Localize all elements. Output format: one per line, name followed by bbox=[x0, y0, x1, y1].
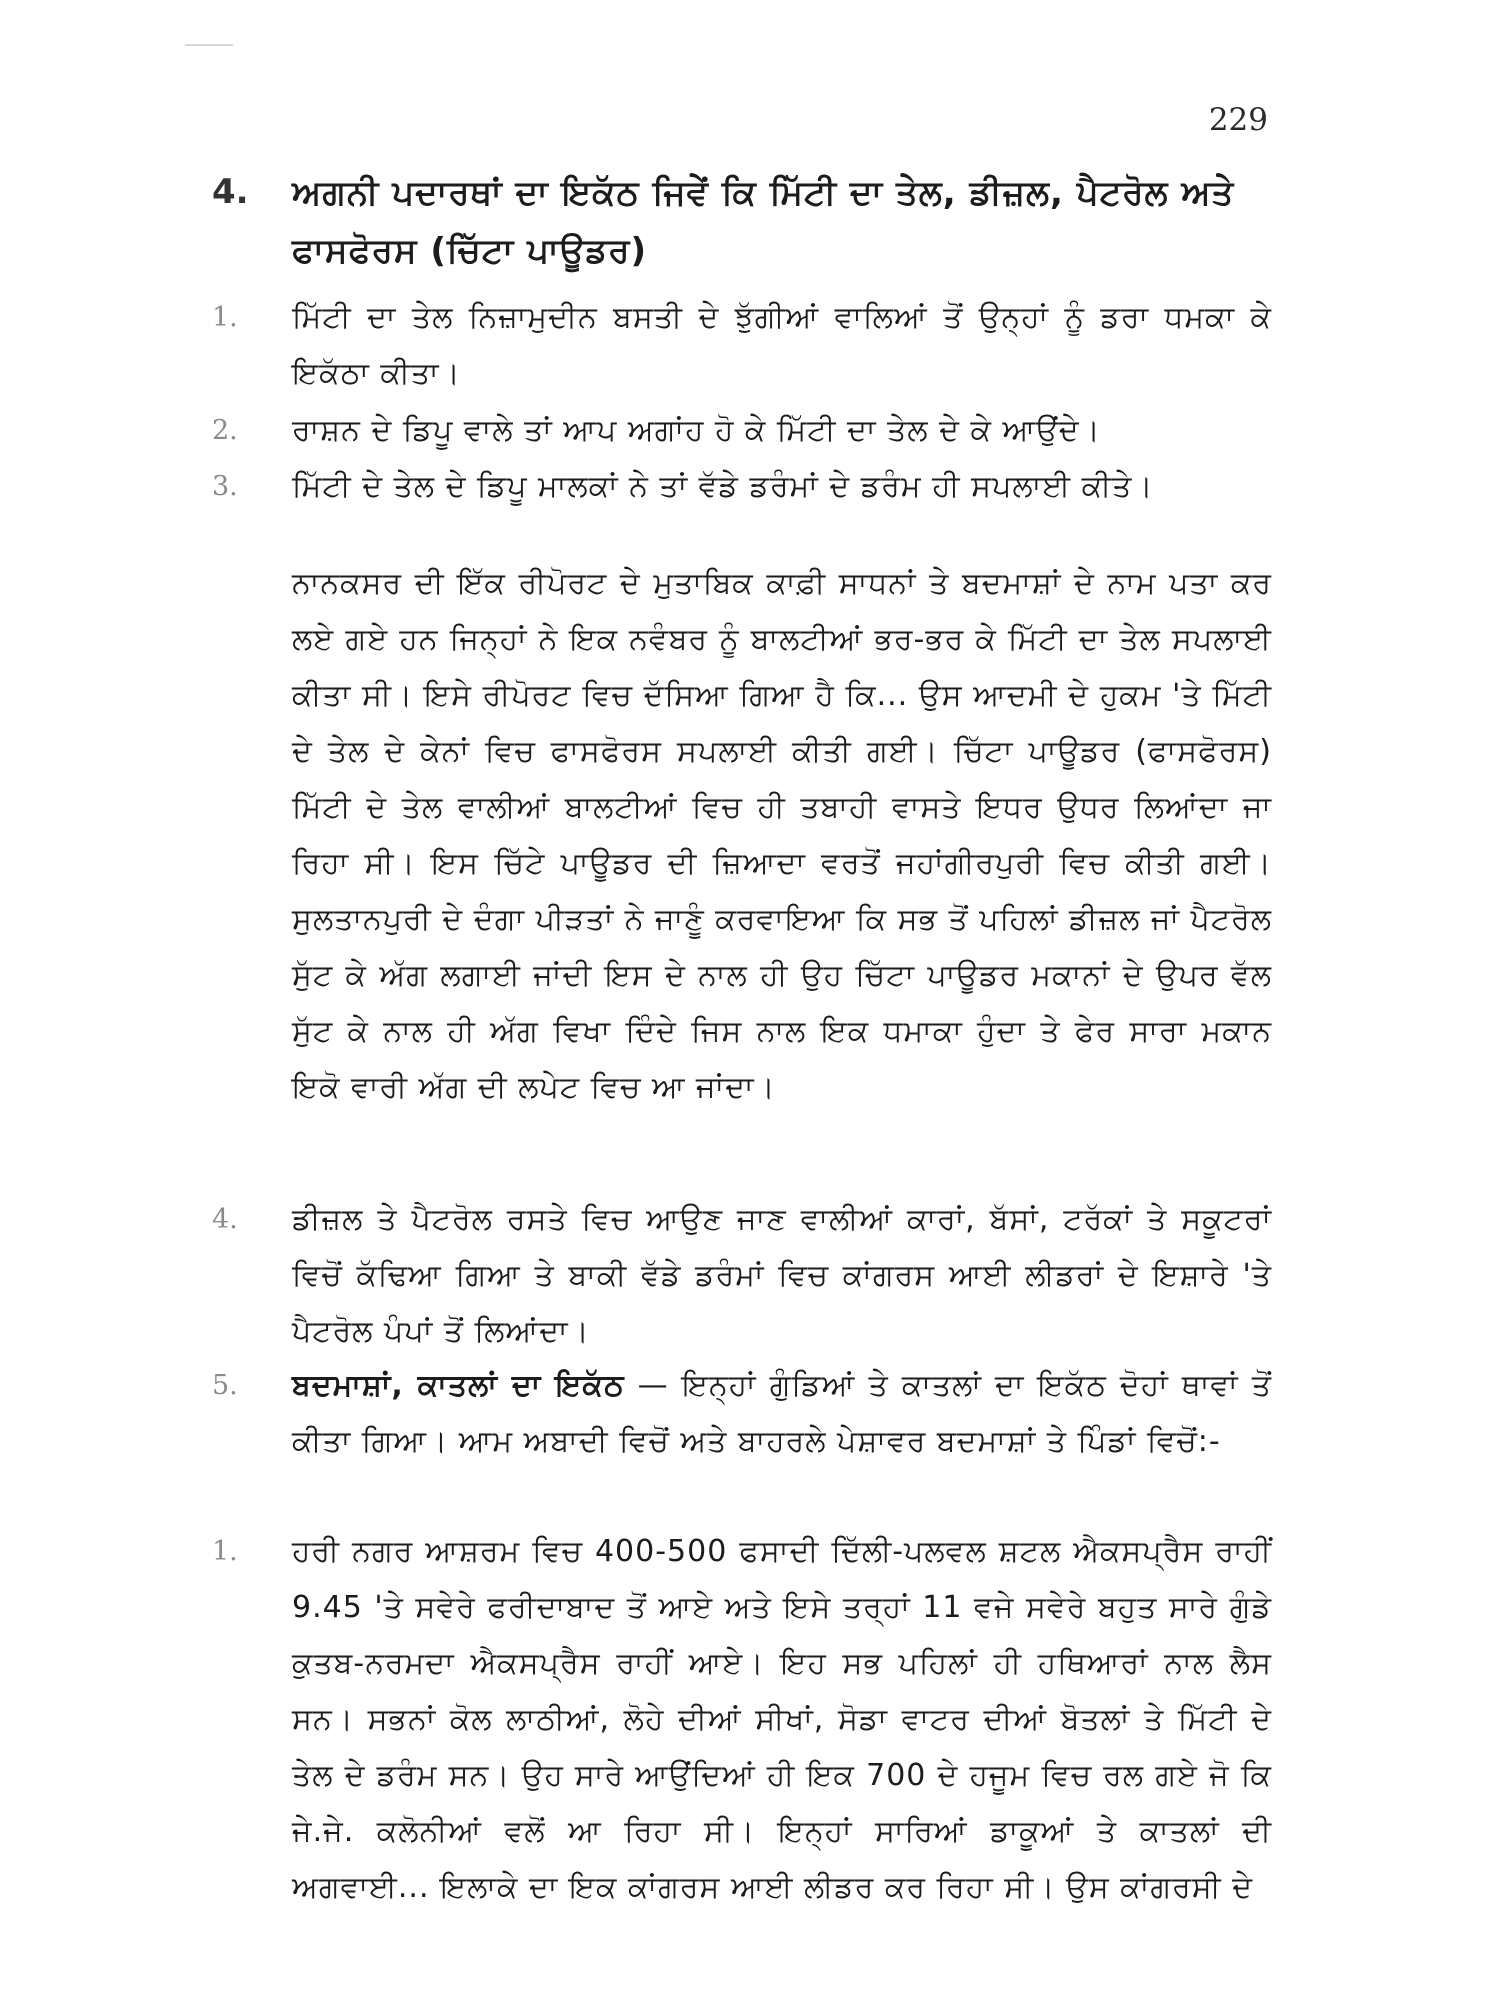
list-item-text: ਡੀਜ਼ਲ ਤੇ ਪੈਟਰੋਲ ਰਸਤੇ ਵਿਚ ਆਉਣ ਜਾਣ ਵਾਲੀਆਂ ਕਾਰਾਂ, ਬੱਸਾਂ, ਟਰੱਕਾਂ ਤੇ ਸਕੂਟਰਾਂ ਵਿਚੋਂ ਕੱਢਿਆ ਗਿਆ ਤੇ ਬਾਕੀ ਵੱਡੇ ਡਰੰਮਾਂ ਵਿਚ ਕਾਂਗਰਸ ਆਈ ਲੀਡਰਾਂ ਦੇ ਇਸ਼ਾਰੇ 'ਤੇ ਪੈਟਰੋਲ ਪੰਪਾਂ ਤੋਂ ਲਿਆਂਦਾ। bbox=[292, 1202, 1272, 1349]
list-item-text: ਰਾਸ਼ਨ ਦੇ ਡਿਪੂ ਵਾਲੇ ਤਾਂ ਆਪ ਅਗਾਂਹ ਹੋ ਕੇ ਮਿੱਟੀ ਦਾ ਤੇਲ ਦੇ ਕੇ ਆਉਂਦੇ। bbox=[292, 413, 1101, 448]
list-item-number: 4. bbox=[212, 1204, 238, 1235]
list-item-text: ਮਿੱਟੀ ਦਾ ਤੇਲ ਨਿਜ਼ਾਮੁਦੀਨ ਬਸਤੀ ਦੇ ਝੁੱਗੀਆਂ ਵਾਲਿਆਂ ਤੋਂ ਉਨ੍ਹਾਂ ਨੂੰ ਡਰਾ ਧਮਕਾ ਕੇ ਇਕੱਠਾ ਕੀਤਾ। bbox=[292, 300, 1272, 391]
item-lead-heading: ਬਦਮਾਸ਼ਾਂ, ਕਾਤਲਾਂ ਦਾ ਇਕੱਠ bbox=[292, 1368, 625, 1403]
list-item-text: ਮਿੱਟੀ ਦੇ ਤੇਲ ਦੇ ਡਿਪੂ ਮਾਲਕਾਂ ਨੇ ਤਾਂ ਵੱਡੇ ਡਰੰਮਾਂ ਦੇ ਡਰੰਮ ਹੀ ਸਪਲਾਈ ਕੀਤੇ। bbox=[292, 469, 1154, 504]
list-item-number: 3. bbox=[212, 471, 238, 502]
list-item-number: 5. bbox=[212, 1370, 238, 1401]
page-number: 229 bbox=[1208, 102, 1268, 138]
report-paragraph: ਨਾਨਕਸਰ ਦੀ ਇੱਕ ਰੀਪੋਰਟ ਦੇ ਮੁਤਾਬਿਕ ਕਾਫ਼ੀ ਸਾਧਨਾਂ ਤੇ ਬਦਮਾਸ਼ਾਂ ਦੇ ਨਾਮ ਪਤਾ ਕਰ ਲਏ ਗਏ ਹਨ ਜਿਨ੍ਹਾਂ ਨੇ ਇਕ ਨਵੰਬਰ ਨੂੰ ਬਾਲਟੀਆਂ ਭਰ-ਭਰ ਕੇ ਮਿੱਟੀ ਦਾ ਤੇਲ ਸਪਲਾਈ ਕੀਤਾ ਸੀ। ਇਸੇ ਰੀਪੋਰਟ ਵਿਚ ਦੱਸਿਆ ਗਿਆ ਹੈ ਕਿ... ਉਸ ਆਦਮੀ ਦੇ ਹੁਕਮ 'ਤੇ ਮਿੱਟੀ ਦੇ ਤੇਲ ਦੇ ਕੇਨਾਂ ਵਿਚ ਫਾਸਫੋਰਸ ਸਪਲਾਈ ਕੀਤੀ ਗਈ। ਚਿੱਟਾ ਪਾਊਡਰ (ਫਾਸਫੋਰਸ) ਮਿੱਟੀ ਦੇ ਤੇਲ ਵਾਲੀਆਂ ਬਾਲਟੀਆਂ ਵਿਚ ਹੀ ਤਬਾਹੀ ਵਾਸਤੇ ਇਧਰ ਉਧਰ ਲਿਆਂਦਾ ਜਾ ਰਿਹਾ ਸੀ। ਇਸ ਚਿੱਟੇ ਪਾਊਡਰ ਦੀ ਜ਼ਿਆਦਾ ਵਰਤੋਂ ਜਹਾਂਗੀਰਪੁਰੀ ਵਿਚ ਕੀਤੀ ਗਈ। ਸੁਲਤਾਨਪੁਰੀ ਦੇ ਦੰਗਾ ਪੀੜਤਾਂ ਨੇ ਜਾਣੂੰ ਕਰਵਾਇਆ ਕਿ ਸਭ ਤੋਂ ਪਹਿਲਾਂ ਡੀਜ਼ਲ ਜਾਂ ਪੈਟਰੋਲ ਸੁੱਟ ਕੇ ਅੱਗ ਲਗਾਈ ਜਾਂਦੀ ਇਸ ਦੇ ਨਾਲ ਹੀ ਉਹ ਚਿੱਟਾ ਪਾਊਡਰ ਮਕਾਨਾਂ ਦੇ ਉਪਰ ਵੱਲ ਸੁੱਟ ਕੇ ਨਾਲ ਹੀ ਅੱਗ ਵਿਖਾ ਦਿੰਦੇ ਜਿਸ ਨਾਲ ਇਕ ਧਮਾਕਾ ਹੁੰਦਾ ਤੇ ਫੇਰ ਸਾਰਾ ਮਕਾਨ ਇਕੋ ਵਾਰੀ ਅੱਗ ਦੀ ਲਪੇਟ ਵਿਚ ਆ ਜਾਂਦਾ। bbox=[292, 566, 1272, 1105]
list-item-number: 2. bbox=[212, 415, 238, 446]
section-heading: ਅਗਨੀ ਪਦਾਰਥਾਂ ਦਾ ਇਕੱਠ ਜਿਵੇਂ ਕਿ ਮਿੱਟੀ ਦਾ ਤੇਲ, ਡੀਜ਼ਲ, ਪੈਟਰੋਲ ਅਤੇ ਫਾਸਫੋਰਸ (ਚਿੱਟਾ ਪਾਊਡਰ) bbox=[292, 173, 1235, 271]
list-item-number: 1. bbox=[212, 1536, 238, 1567]
scan-edge-mark bbox=[185, 44, 233, 46]
section-number: 4. bbox=[212, 172, 249, 212]
list-item-text bbox=[292, 1358, 1272, 1470]
list-item-number: 1. bbox=[212, 302, 238, 333]
item-lead-body: — ਇਨ੍ਹਾਂ ਗੁੰਡਿਆਂ ਤੇ ਕਾਤਲਾਂ ਦਾ ਇਕੱਠ ਦੋਹਾਂ ਥਾਵਾਂ ਤੋਂ ਕੀਤਾ ਗਿਆ। ਆਮ ਅਬਾਦੀ ਵਿਚੋਂ ਅਤੇ ਬਾਹਰਲੇ ਪੇਸ਼ਾਵਰ ਬਦਮਾਸ਼ਾਂ ਤੇ ਪਿੰਡਾਂ ਵਿਚੋਂ:- bbox=[292, 1368, 1272, 1459]
list-item-text: ਹਰੀ ਨਗਰ ਆਸ਼ਰਮ ਵਿਚ 400-500 ਫਸਾਦੀ ਦਿੱਲੀ-ਪਲਵਲ ਸ਼ਟਲ ਐਕਸਪ੍ਰੈਸ ਰਾਹੀਂ 9.45 'ਤੇ ਸਵੇਰੇ ਫਰੀਦਾਬਾਦ ਤੋਂ ਆਏ ਅਤੇ ਇਸੇ ਤਰ੍ਹਾਂ 11 ਵਜੇ ਸਵੇਰੇ ਬਹੁਤ ਸਾਰੇ ਗੁੰਡੇ ਕੁਤਬ-ਨਰਮਦਾ ਐਕਸਪ੍ਰੈਸ ਰਾਹੀਂ ਆਏ। ਇਹ ਸਭ ਪਹਿਲਾਂ ਹੀ ਹਥਿਆਰਾਂ ਨਾਲ ਲੈਸ ਸਨ। ਸਭਨਾਂ ਕੋਲ ਲਾਠੀਆਂ, ਲੋਹੇ ਦੀਆਂ ਸੀਖਾਂ, ਸੋਡਾ ਵਾਟਰ ਦੀਆਂ ਬੋਤਲਾਂ ਤੇ ਮਿੱਟੀ ਦੇ ਤੇਲ ਦੇ ਡਰੰਮ ਸਨ। ਉਹ ਸਾਰੇ ਆਉਂਦਿਆਂ ਹੀ ਇਕ 700 ਦੇ ਹਜੂਮ ਵਿਚ ਰਲ ਗਏ ਜੋ ਕਿ ਜੇ.ਜੇ. ਕਲੋਨੀਆਂ ਵਲੋਂ ਆ ਰਿਹਾ ਸੀ। ਇਨ੍ਹਾਂ ਸਾਰਿਆਂ ਡਾਕੂਆਂ ਤੇ ਕਾਤਲਾਂ ਦੀ ਅਗਵਾਈ... ਇਲਾਕੇ ਦਾ ਇਕ ਕਾਂਗਰਸ ਆਈ ਲੀਡਰ ਕਰ ਰਿਹਾ ਸੀ। ਉਸ ਕਾਂਗਰਸੀ ਦੇ bbox=[292, 1534, 1272, 1905]
